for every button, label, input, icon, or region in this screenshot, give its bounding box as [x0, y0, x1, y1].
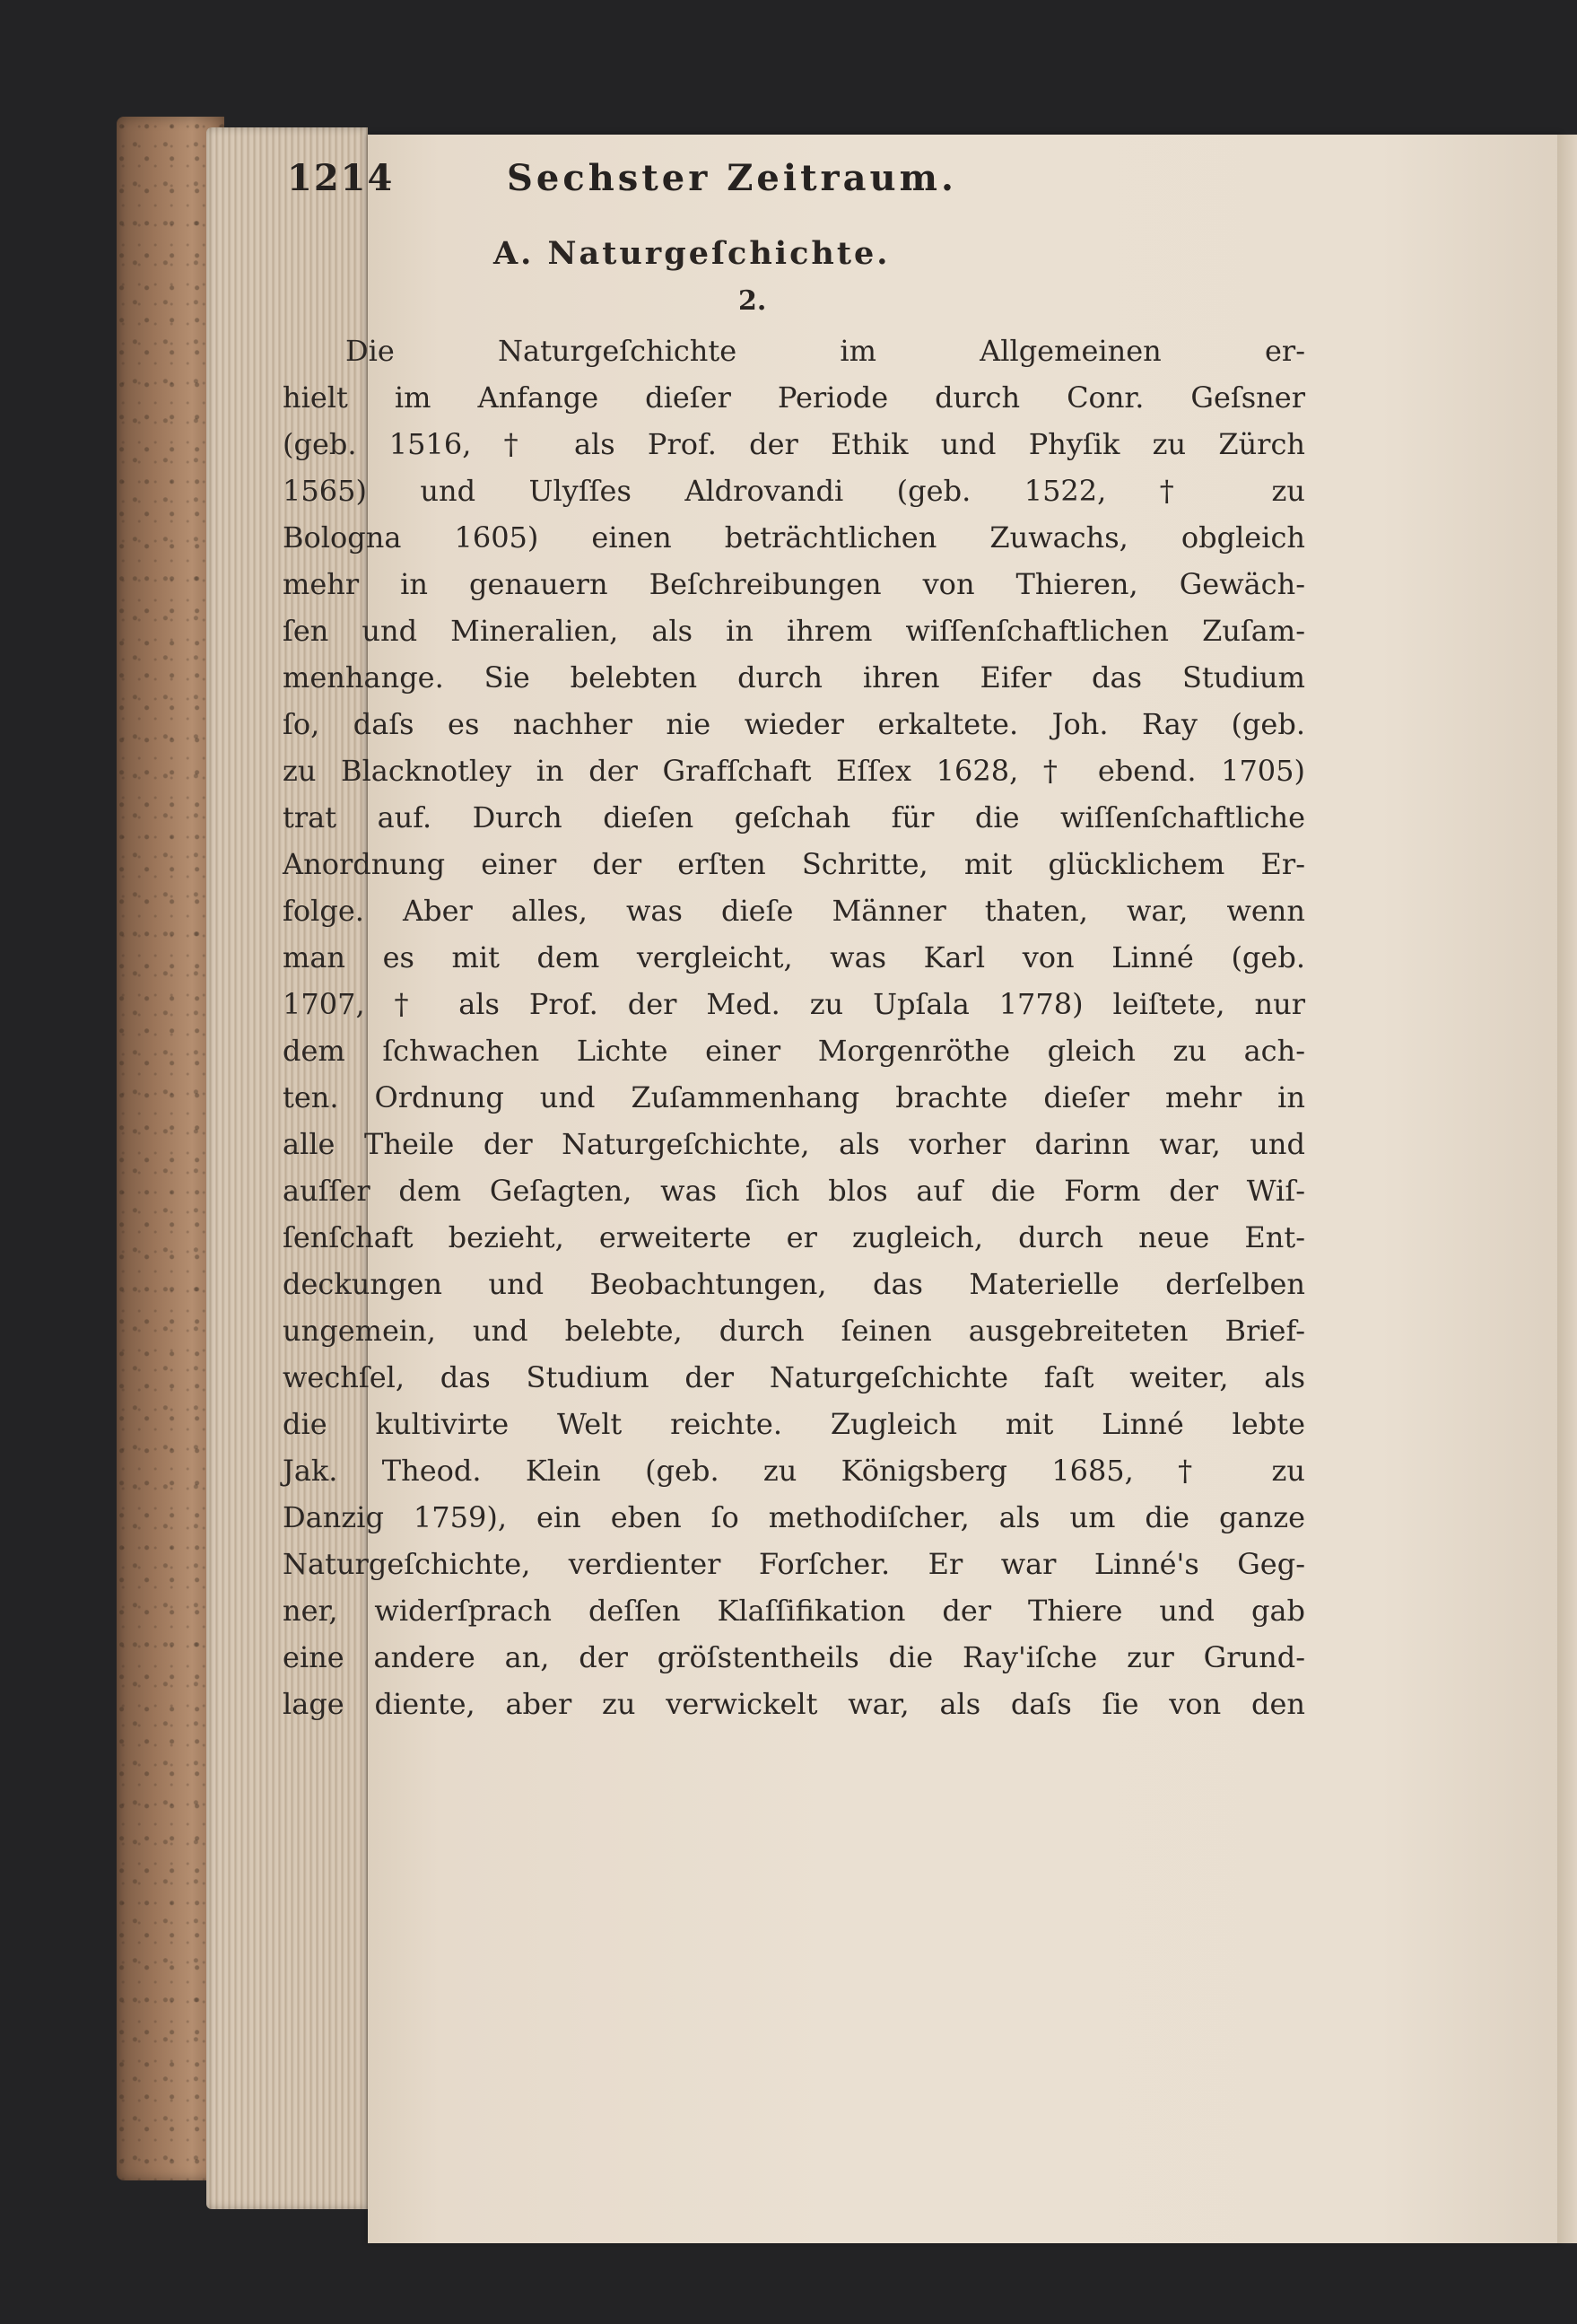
running-head: Sechster Zeitraum. [507, 157, 957, 199]
text-line: 1565) und Ulyſſes Aldrovandi (geb. 1522, † zu [283, 474, 1305, 508]
gutter-shadow [1557, 135, 1577, 2243]
text-line: hielt im Anfange dieſer Periode durch Conr. Geſsner [283, 380, 1305, 415]
text-line: eine andere an, der gröſstentheils die Ray'iſche zur Grund- [283, 1640, 1305, 1674]
text-line: auſſer dem Geſagten, was ſich blos auf die Form der Wiſ- [283, 1174, 1305, 1208]
text-line: die kultivirte Welt reichte. Zugleich mit Linné lebte [283, 1407, 1305, 1441]
text-line: deckungen und Beobachtungen, das Materielle derſelben [283, 1267, 1305, 1301]
page-header [287, 157, 1202, 220]
text-line: ten. Ordnung und Zuſammenhang brachte dieſer mehr in [283, 1080, 1305, 1114]
text-line: ſenſchaft bezieht, erweiterte er zugleich, durch neue Ent- [283, 1220, 1305, 1254]
text-line: folge. Aber alles, was dieſe Männer thaten, war, wenn [283, 894, 1305, 928]
text-line: wechſel, das Studium der Naturgeſchichte faſt weiter, als [283, 1360, 1305, 1394]
section-heading: A. Naturgeſchichte. [493, 235, 891, 272]
text-line: ner, widerſprach deſſen Klaſſifikation der Thiere und gab [283, 1594, 1305, 1628]
text-line: ungemein, und belebte, durch ſeinen ausgebreiteten Brief- [283, 1314, 1305, 1348]
text-line: Naturgeſchichte, verdienter Forſcher. Er war Linné's Geg- [283, 1547, 1305, 1581]
text-line: man es mit dem vergleicht, was Karl von Linné (geb. [283, 940, 1305, 974]
text-line: lage diente, aber zu verwickelt war, als daſs ſie von den [283, 1687, 1305, 1721]
text-line: (geb. 1516, † als Prof. der Ethik und Phyſik zu Zürch [283, 427, 1305, 461]
section-number: 2. [738, 285, 767, 317]
text-line: ſen und Mineralien, als in ihrem wiſſenſchaftlichen Zuſam- [283, 614, 1305, 648]
text-line: mehr in genauern Beſchreibungen von Thieren, Gewäch- [283, 567, 1305, 601]
text-line: Danzig 1759), ein eben ſo methodiſcher, als um die ganze [283, 1500, 1305, 1534]
text-line: Die Naturgeſchichte im Allgemeinen er- [345, 334, 1305, 368]
text-line: zu Blacknotley in der Grafſchaft Eſſex 1628, † ebend. 1705) [283, 754, 1305, 788]
text-line: Anordnung einer der erſten Schritte, mit glücklichem Er- [283, 847, 1305, 881]
text-line: Bologna 1605) einen beträchtlichen Zuwachs, obgleich [283, 520, 1305, 555]
text-line: Jak. Theod. Klein (geb. zu Königsberg 1685, † zu [283, 1454, 1305, 1488]
text-line: dem ſchwachen Lichte einer Morgenröthe gleich zu ach- [283, 1034, 1305, 1068]
text-line: trat auf. Durch dieſen geſchah für die wiſſenſchaftliche [283, 800, 1305, 834]
page-number: 1214 [287, 157, 395, 199]
body-text [283, 328, 1305, 1727]
text-line: ſo, daſs es nachher nie wieder erkaltete. Joh. Ray (geb. [283, 707, 1305, 741]
text-line: menhange. Sie belebten durch ihren Eifer das Studium [283, 660, 1305, 695]
text-line: alle Theile der Naturgeſchichte, als vorher darinn war, und [283, 1127, 1305, 1161]
text-line: 1707, † als Prof. der Med. zu Upſala 1778) leiſtete, nur [283, 987, 1305, 1021]
